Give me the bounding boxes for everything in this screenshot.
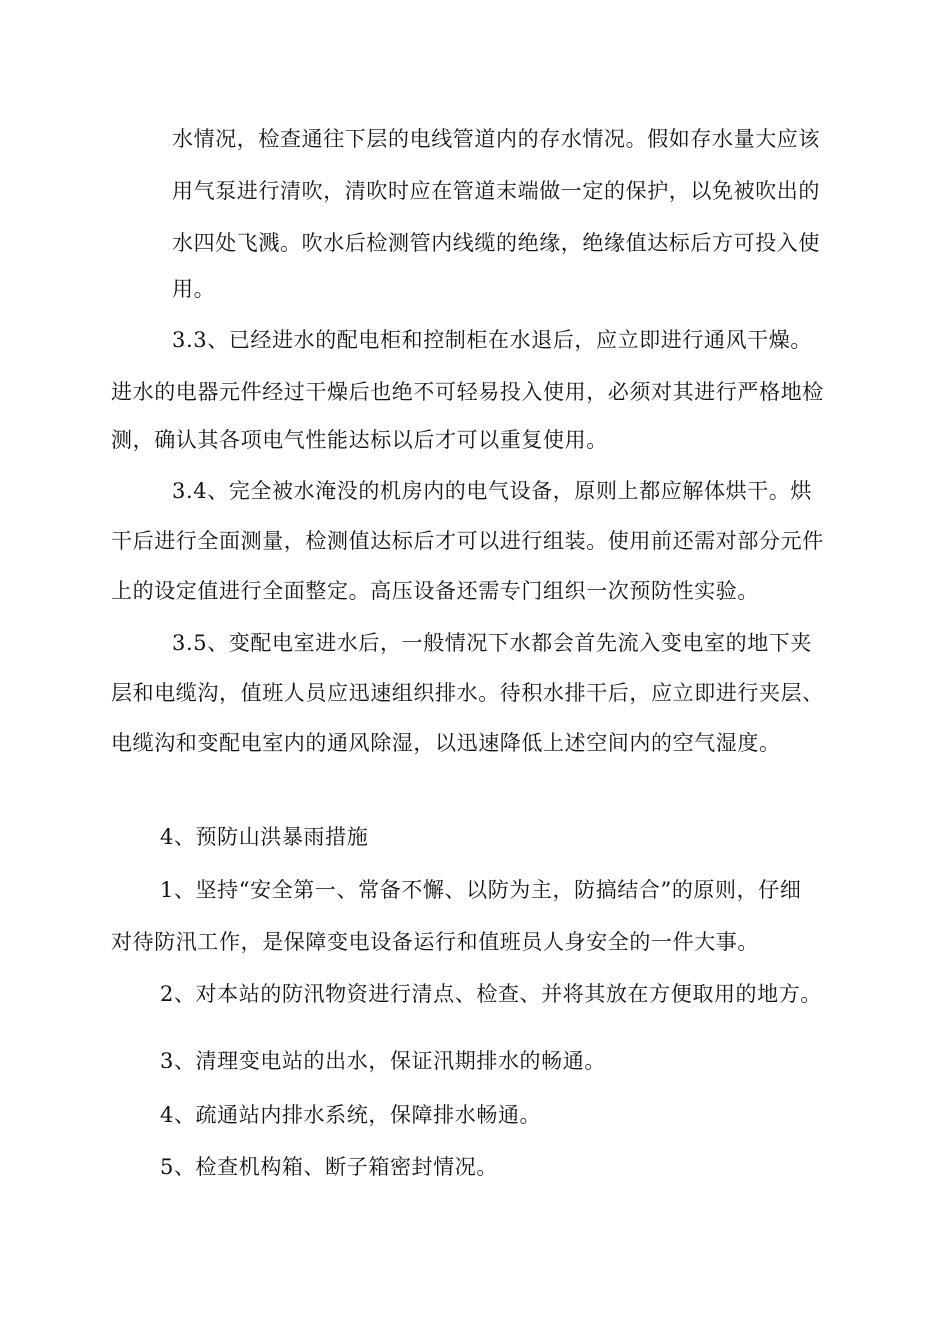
item-3: 3、清理变电站的出水，保证汛期排水的畅通。 xyxy=(160,1049,606,1073)
section-3-5-line-2: 层和电缆沟，值班人员应迅速组织排水。待积水排干后，应立即进行夹层、 xyxy=(111,681,824,705)
continuation-line-4: 用。 xyxy=(172,277,216,301)
item-2: 2、对本站的防汛物资进行清点、检查、并将其放在方便取用的地方。 xyxy=(160,982,822,1006)
section-3-4-line-2: 干后进行全面测量，检测值达标后才可以进行组装。使用前还需对部分元件 xyxy=(111,529,824,553)
section-3-5-line-1: 3.5、变配电室进水后，一般情况下水都会首先流入变电室的地下夹 xyxy=(172,631,812,655)
section-3-3-line-1: 3.3、已经进水的配电柜和控制柜在水退后，应立即进行通风干燥。 xyxy=(172,328,812,352)
item-5: 5、检查机构箱、断子箱密封情况。 xyxy=(160,1155,498,1179)
item-1-line-2: 对待防汛工作，是保障变电设备运行和值班员人身安全的一件大事。 xyxy=(111,930,759,954)
continuation-line-2: 用气泵进行清吹，清吹时应在管道末端做一定的保护，以免被吹出的 xyxy=(172,179,820,203)
continuation-line-1: 水情况，检查通往下层的电线管道内的存水情况。假如存水量大应该 xyxy=(172,127,820,151)
section-3-3-line-2: 进水的电器元件经过干燥后也绝不可轻易投入使用，必须对其进行严格地检 xyxy=(111,380,824,404)
continuation-line-3: 水四处飞溅。吹水后检测管内线缆的绝缘，绝缘值达标后方可投入使 xyxy=(172,231,820,255)
section-3-3-line-3: 测，确认其各项电气性能达标以后才可以重复使用。 xyxy=(111,428,608,452)
section-3-5-line-3: 电缆沟和变配电室内的通风除湿，以迅速降低上述空间内的空气湿度。 xyxy=(111,731,781,755)
item-4: 4、疏通站内排水系统，保障排水畅通。 xyxy=(160,1103,542,1127)
section-3-4-line-3: 上的设定值进行全面整定。高压设备还需专门组织一次预防性实验。 xyxy=(111,579,759,603)
item-1-line-1: 1、坚持“安全第一、常备不懈、以防为主，防搞结合”的原则，仔细 xyxy=(160,878,802,902)
section-3-4-line-1: 3.4、完全被水淹没的机房内的电气设备，原则上都应解体烘干。烘 xyxy=(172,479,812,503)
section-4-heading: 4、预防山洪暴雨措施 xyxy=(160,825,369,849)
